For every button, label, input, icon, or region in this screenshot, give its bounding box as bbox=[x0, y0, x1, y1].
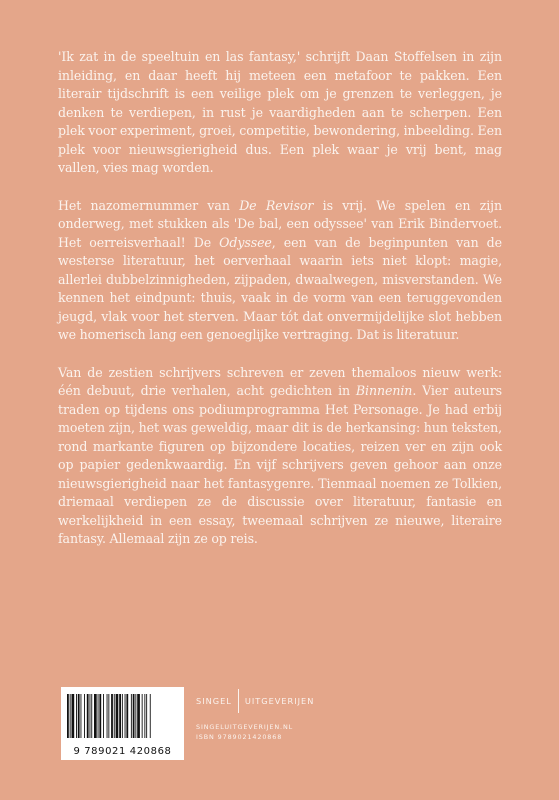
text-run: , een van de beginpunten van de westerse literatuur, het oerverhaal waarin iets niet klopt: magie, allerlei dubbelzinnigheden, zijpaden, dwaalwegen, misverstanden. We kennen het eindpunt: thuis, vaak in de vorm van een teruggevonden jeugd, vlak voor het sterven. Maar tót dat onvermijdelijke slot hebben we homerisch lang een genoeglijke vertraging. Dat is literatuur. bbox=[58, 234, 502, 342]
back-cover-text bbox=[58, 48, 502, 568]
barcode-bar bbox=[107, 694, 108, 738]
barcode-bar bbox=[90, 694, 91, 738]
barcode-bar bbox=[87, 694, 89, 738]
barcode-bar bbox=[146, 694, 147, 738]
barcode-bar bbox=[116, 694, 119, 738]
barcode-bar bbox=[103, 694, 104, 738]
publisher-logo bbox=[196, 687, 314, 715]
barcode-bar bbox=[76, 694, 77, 738]
barcode-bar bbox=[99, 694, 101, 738]
text-run: . Vier auteurs traden op tijdens ons podiumprogramma Het Personage. Je had erbij moeten zijn, het was geweldig, maar dit is de herkansing: hun teksten, rond markante figuren op bijzondere locaties, reizen ver en zijn ook op papier gedenkwaardig. En vijf schrijvers geven gehoor aan onze nieuwsgierigheid naar het fantasygenre. Tienmaal noemen ze Tolkien, driemaal verdiepen ze de discussie over literatuur, fantasie en werkelijkheid in een essay, tweemaal schrijven ze nieuwe, literaire fantasy. Allemaal zijn ze op reis. bbox=[58, 383, 502, 546]
barcode-bar bbox=[131, 694, 132, 738]
barcode-bar bbox=[94, 694, 97, 738]
barcode-bar bbox=[114, 694, 115, 738]
barcode-bar bbox=[108, 694, 109, 738]
publisher-name-right: UITGEVERIJEN bbox=[244, 696, 315, 706]
publisher-name-left: SINGEL bbox=[196, 696, 232, 706]
barcode-bar bbox=[135, 694, 136, 738]
barcode-bar bbox=[91, 694, 92, 738]
text-run: Binnenin bbox=[355, 383, 413, 398]
barcode-bar bbox=[150, 694, 151, 738]
barcode-bar bbox=[111, 694, 113, 738]
text-run: De Revisor bbox=[239, 197, 314, 213]
text-run: Odyssee bbox=[219, 234, 272, 250]
paragraph-3 bbox=[58, 364, 502, 549]
barcode-bar bbox=[133, 694, 135, 738]
barcode-bar bbox=[67, 694, 69, 738]
text-run: 'Ik zat in de speeltuin en las fantasy,' schrijft Daan Stoffelsen in zijn inleiding, en daar heeft hij meteen een metafoor te pakken. Een literair tijdschrift is een veilige plek om je grenzen te verleggen, je denken te verdiepen, in rust je vaardigheden aan te scherpen. Een plek voor experiment, groei, competitie, bewondering, inbeelding. Een plek voor nieuwsgierigheid dus. Een plek waar je vrij bent, mag vallen, vies mag worden. bbox=[58, 49, 502, 175]
paragraph-2 bbox=[58, 197, 502, 345]
barcode-bar bbox=[81, 694, 82, 738]
text-run: Het nazomernummer van bbox=[58, 197, 240, 213]
publisher-info bbox=[196, 722, 293, 742]
barcode-bar bbox=[98, 694, 99, 738]
barcode-bar bbox=[126, 694, 128, 738]
barcode-bar bbox=[142, 694, 143, 738]
isbn-barcode bbox=[61, 687, 184, 760]
barcode-bar bbox=[122, 694, 123, 738]
barcode-bar bbox=[70, 694, 71, 738]
barcode-bar bbox=[144, 694, 145, 738]
barcode-bar bbox=[125, 694, 126, 738]
paragraph-1 bbox=[58, 48, 502, 178]
barcode-number: 9 789021 420868 bbox=[73, 746, 172, 757]
publisher-isbn: ISBN 9789021420868 bbox=[196, 733, 283, 741]
barcode-bar bbox=[78, 694, 80, 738]
barcode-bar bbox=[119, 694, 121, 738]
barcode-bar bbox=[137, 694, 140, 738]
barcode-bar bbox=[72, 694, 75, 738]
publisher-website: SINGELUITGEVERIJEN.NL bbox=[196, 723, 294, 731]
text-run: is vrij. We spelen en zijn onderweg, met stukken als 'De bal, een odyssee' van Erik Bindervoet. Het oerreisverhaal! De bbox=[58, 197, 502, 250]
barcode-bars bbox=[67, 694, 178, 738]
logo-divider bbox=[238, 689, 239, 713]
barcode-bar bbox=[84, 694, 85, 738]
text-run: Van de zestien schrijvers schreven er zeven themaloos nieuw werk: één debuut, drie verhalen, acht gedichten in bbox=[58, 364, 502, 398]
